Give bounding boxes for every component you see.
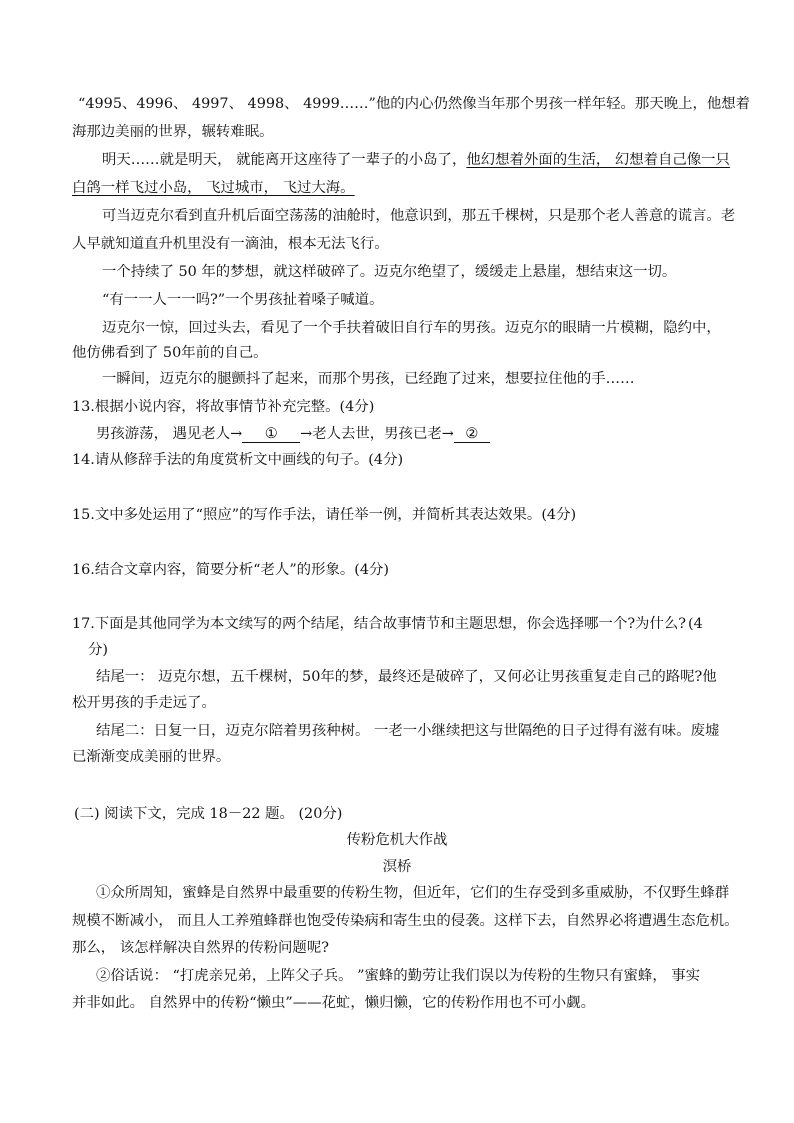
section-2-heading: (二) 阅读下文，完成 18－22 题。 (20分) [74,806,343,822]
ending-1-line-1: 结尾一： 迈克尔想，五千棵树，50年的梦，最终还是破碎了，又何必让男孩重复走自己的路呢?他 [96,669,717,685]
question-16: 16.结合文章内容，简要分析“老人”的形象。(4分) [72,562,390,578]
question-13: 13.根据小说内容，将故事情节补充完整。(4分) [72,399,375,415]
story-paragraph-2-text: 明天……就是明天， 就能离开这座待了一辈子的小岛了， [102,152,467,168]
story-paragraph-2-line-2 [72,178,355,198]
story-paragraph-6-line-2: 他仿佛看到了 50年前的自己。 [72,345,268,361]
article-author: 溟桥 [382,859,412,875]
article-paragraph-2-line-1: ②俗话说： “打虎亲兄弟，上阵父子兵。 ”蜜蜂的勤劳让我们误以为传粉的生物只有蜜蜂， 事实 [96,968,701,984]
story-paragraph-2-line-1 [102,150,730,170]
story-paragraph-1-line-1: “4995、4996、 4997、 4998、 4999……”他的内心仍然像当年那个男孩一样年轻。那天晚上，他想着 [78,96,751,112]
question-13-plot-chain [96,424,490,444]
underlined-sentence-part-1: 他幻想着外面的生活， 幻想着自己像一只 [466,152,730,168]
article-paragraph-2-line-2: 并非如此。 自然界中的传粉“懒虫”——花虻，懒归懒，它的传粉作用也不可小觑。 [72,995,595,1011]
question-17-score-start: (4 [688,616,703,632]
story-paragraph-7: 一瞬间，迈克尔的腿颤抖了起来，而那个男孩，已经跑了过来，想要拉住他的手…… [102,371,635,387]
story-paragraph-4: 一个持续了 50 年的梦想，就这样破碎了。迈克尔绝望了，缓缓走上悬崖，想结束这一切。 [102,264,677,280]
question-17-score-end: 分) [88,642,109,658]
ending-2-line-2: 已渐渐变成美丽的世界。 [72,749,231,765]
plot-step-2: →老人去世，男孩已老→ [300,426,454,442]
question-17-line-1: 17.下面是其他同学为本文续写的两个结尾，结合故事情节和主题思想，你会选择哪一个?为什么? [72,616,686,632]
story-paragraph-3-line-2: 人早就知道直升机里没有一滴油，根本无法飞行。 [72,236,389,252]
article-paragraph-1-line-2: 规模不断减小， 而且人工养殖蜂群也饱受传染病和寄生虫的侵袭。这样下去，自然界必将遭遇生态危机。 [72,913,739,929]
ending-1-line-2: 松开男孩的手走远了。 [72,695,216,711]
answer-blank-2[interactable]: ② [454,426,490,443]
story-paragraph-6-line-1: 迈克尔一惊，回过头去，看见了一个手扶着破旧自行车的男孩。迈克尔的眼睛一片模糊，隐约中， [102,320,721,336]
question-14: 14.请从修辞手法的角度赏析文中画线的句子。(4分) [72,452,404,468]
story-paragraph-3-line-1: 可当迈克尔看到直升机后面空荡荡的油舱时，他意识到，那五千棵树，只是那个老人善意的谎言。老 [102,208,736,224]
answer-blank-1[interactable]: ① [242,426,300,443]
article-paragraph-1-line-3: 那么， 该怎样解决自然界的传粉问题呢? [72,940,329,956]
question-15: 15.文中多处运用了“照应”的写作手法，请任举一例，并简析其表达效果。(4分) [72,507,577,523]
plot-step-1: 男孩游荡， 遇见老人→ [96,426,243,442]
article-paragraph-1-line-1: ①众所周知，蜜蜂是自然界中最重要的传粉生物，但近年，它们的生存受到多重威胁，不仅野生蜂群 [96,885,730,901]
story-paragraph-1-line-2: 海那边美丽的世界，辗转难眠。 [72,124,274,140]
story-paragraph-5: “有一一人一一吗?”一个男孩扯着嗓子喊道。 [102,292,384,308]
underlined-sentence-part-2: 白鸽一样飞过小岛， 飞过城市， 飞过大海。 [72,180,355,196]
ending-2-line-1: 结尾二：日复一日，迈克尔陪着男孩种树。 一老一小继续把这与世隔绝的日子过得有滋有味。废墟 [96,723,720,739]
article-title: 传粉危机大作战 [346,832,448,848]
